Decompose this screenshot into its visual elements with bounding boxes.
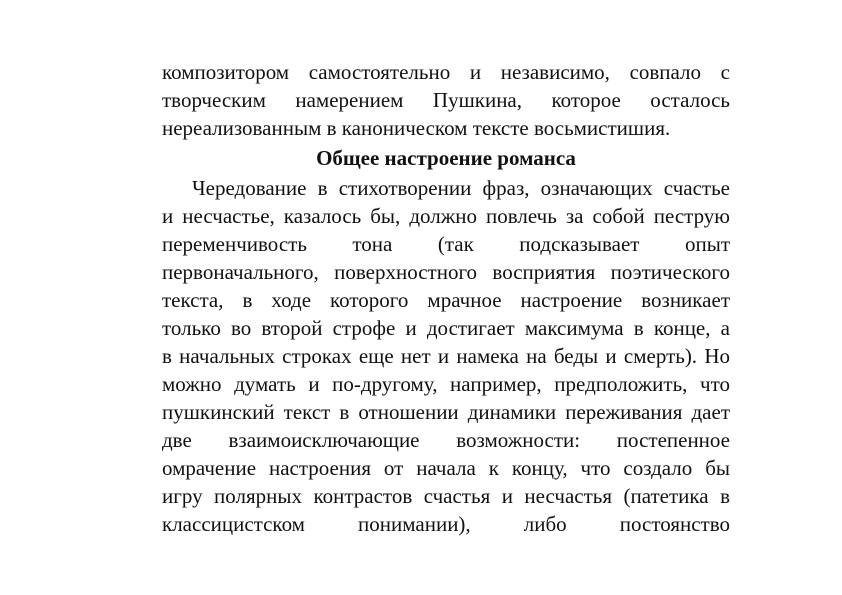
text-line: игру полярных контрастов счастья и несчастья (патетика в [162, 484, 730, 508]
text-line: в начальных строках еще нет и намека на беды и смерть). Но [162, 344, 730, 368]
paragraph-top [162, 58, 730, 142]
text-line: Чередование в стихотворении фраз, означающих счастье [192, 176, 730, 200]
text-line: текста, в ходе которого мрачное настроение возникает [162, 288, 730, 312]
text-line: композитором самостоятельно и независимо, совпало с [162, 60, 730, 84]
text-line: переменчивость тона (так подсказывает опыт [162, 232, 730, 256]
text-line: и несчастье, казалось бы, должно повлечь за собой пеструю [162, 204, 730, 228]
paragraph-main [162, 174, 730, 538]
text-line: можно думать и по-другому, например, предположить, что [162, 372, 730, 396]
text-line: творческим намерением Пушкина, которое осталось [162, 88, 730, 112]
text-line: омрачение настроения от начала к концу, что создало бы [162, 456, 730, 480]
document-page [162, 58, 730, 538]
section-heading: Общее настроение романса [316, 146, 576, 170]
text-line: пушкинский текст в отношении динамики переживания дает [162, 400, 730, 424]
text-line: первоначального, поверхностного восприятия поэтического [162, 260, 730, 284]
text-line: нереализованным в каноническом тексте восьмистишия. [162, 116, 671, 140]
text-line: две взаимоисключающие возможности: постепенное [162, 428, 730, 452]
text-line: только во второй строфе и достигает максимума в конце, а [162, 316, 730, 340]
text-line: классицистском понимании), либо постоянство [162, 512, 730, 536]
